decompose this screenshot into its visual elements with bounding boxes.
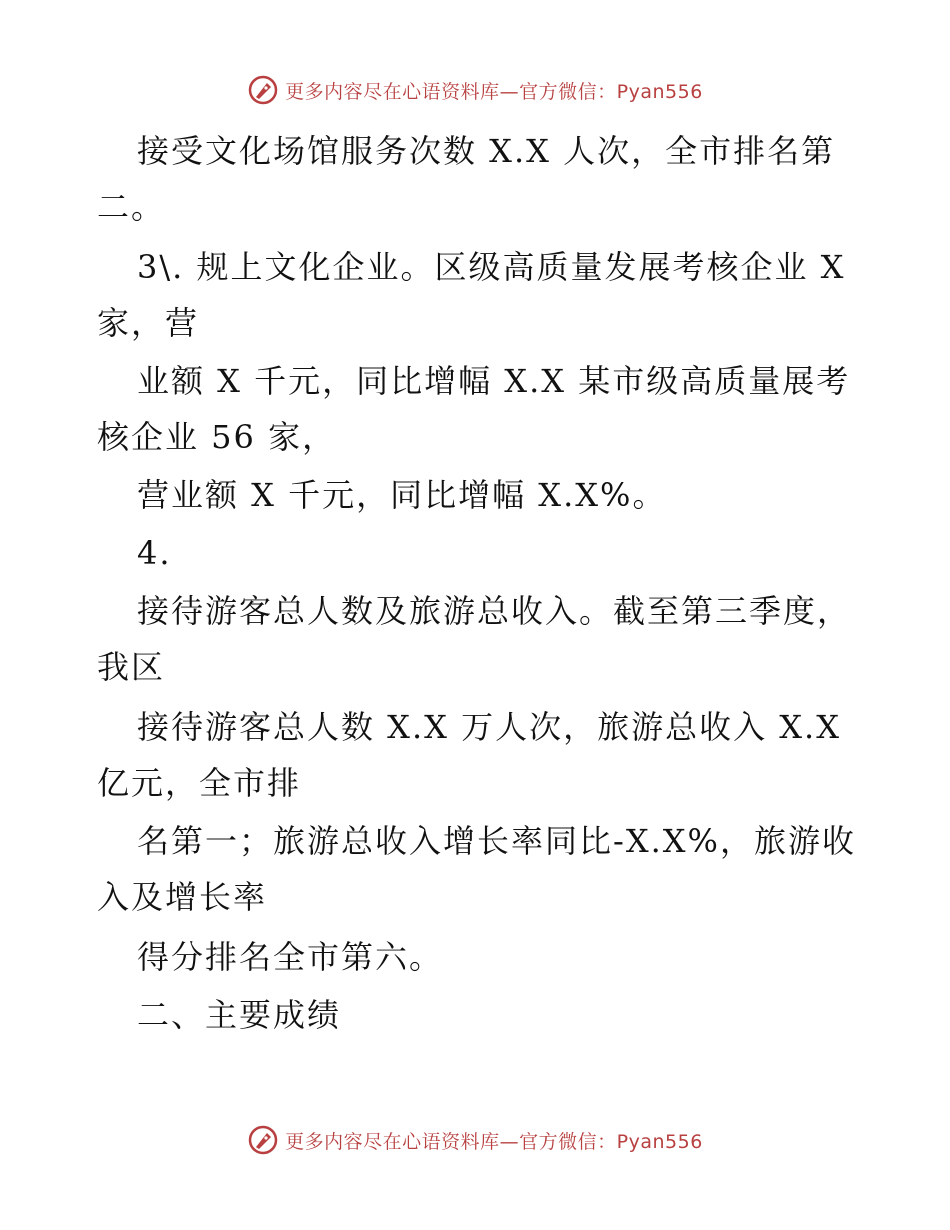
text-line: 二。 <box>97 188 166 226</box>
text-line: 4. <box>137 534 172 572</box>
text-line: 我区 <box>97 648 166 686</box>
text-line: 接待游客总人数 X.X 万人次，旅游总收入 X.X <box>137 708 841 746</box>
text-line: 营业额 X 千元，同比增幅 X.X%。 <box>137 476 667 514</box>
text-line: 得分排名全市第六。 <box>137 938 444 976</box>
text-line: 亿元，全市排 <box>97 764 302 802</box>
text-line: 核企业 56 家， <box>97 418 337 456</box>
text-line: 业额 X 千元，同比增幅 X.X 某市级高质量展考 <box>137 362 851 400</box>
footer-watermark <box>0 1120 950 1160</box>
pen-nib-logo-icon <box>247 1124 279 1156</box>
text-line: 接受文化场馆服务次数 X.X 人次，全市排名第 <box>137 132 836 170</box>
text-line: 3\. 规上文化企业。区级高质量发展考核企业 X <box>137 248 846 286</box>
section-heading: 二、主要成绩 <box>137 996 342 1034</box>
text-line: 接待游客总人数及旅游总收入。截至第三季度， <box>137 592 852 630</box>
text-line: 名第一；旅游总收入增长率同比-X.X%，旅游收 <box>137 822 856 860</box>
watermark-text: 更多内容尽在心语资料库—官方微信：Pyan556 <box>285 80 703 103</box>
pen-nib-logo-icon <box>247 74 279 106</box>
watermark-text: 更多内容尽在心语资料库—官方微信：Pyan556 <box>285 1130 703 1153</box>
text-line: 家，营 <box>97 304 200 342</box>
header-watermark <box>0 70 950 110</box>
text-line: 入及增长率 <box>97 878 268 916</box>
